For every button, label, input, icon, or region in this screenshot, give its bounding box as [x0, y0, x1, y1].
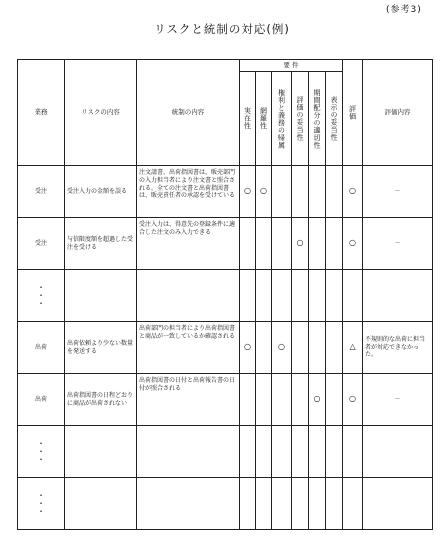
table-row: [18, 270, 433, 322]
cell-mark: [326, 270, 343, 322]
cell-mark: [256, 374, 272, 426]
header-risk: リスクの内容: [65, 60, 137, 166]
cell-mark: [309, 166, 326, 218]
cell-mark: [309, 322, 326, 374]
cell-mark: ○: [256, 166, 272, 218]
header-sub-text: 表示の妥当性: [330, 96, 339, 141]
cell-hyoka-content: 不規則的な出荷に担当者が対応できなかった。: [363, 322, 433, 374]
cell-mark: [326, 374, 343, 426]
header-yoken: 要 件: [240, 60, 343, 72]
cell-mark: [256, 270, 272, 322]
cell-mark: [256, 426, 272, 478]
header-sub-1: [240, 72, 256, 166]
table-row: [18, 478, 433, 530]
cell-hyoka: ○: [343, 166, 363, 218]
cell-mark: [326, 322, 343, 374]
header-sub-6: [326, 72, 343, 166]
cell-control: [137, 478, 240, 530]
cell-mark: [292, 166, 309, 218]
cell-hyoka: [343, 426, 363, 478]
cell-hyoka: [343, 270, 363, 322]
cell-hyoka-content: [363, 270, 433, 322]
risk-control-table: [17, 59, 433, 530]
cell-gyomu: 出荷: [18, 322, 65, 374]
cell-mark: [292, 322, 309, 374]
cell-mark: [292, 374, 309, 426]
cell-gyomu: 出荷: [18, 374, 65, 426]
cell-hyoka: [343, 478, 363, 530]
table-row: [18, 322, 433, 374]
cell-mark: [240, 426, 256, 478]
cell-mark: [309, 218, 326, 270]
cell-hyoka-content: [363, 478, 433, 530]
cell-mark: [326, 218, 343, 270]
cell-mark: [272, 478, 292, 530]
cell-mark: [309, 270, 326, 322]
cell-gyomu: ・ ・ ・: [18, 426, 65, 478]
cell-mark: [272, 166, 292, 218]
cell-control: 出荷部門の担当者により出荷指図書と商品が一致しているか確認される: [137, 322, 240, 374]
cell-gyomu: ・ ・ ・: [18, 478, 65, 530]
cell-mark: [292, 478, 309, 530]
cell-risk: 出荷依頼より少ない数量を発送する: [65, 322, 137, 374]
table-row: [18, 374, 433, 426]
header-sub-5: [309, 72, 326, 166]
cell-gyomu: 受注: [18, 218, 65, 270]
cell-mark: [292, 426, 309, 478]
cell-control: [137, 270, 240, 322]
cell-mark: [326, 426, 343, 478]
cell-control: [137, 426, 240, 478]
header-sub-3: [272, 72, 292, 166]
cell-mark: ○: [240, 166, 256, 218]
cell-risk: [65, 478, 137, 530]
cell-hyoka: △: [343, 322, 363, 374]
cell-mark: ○: [240, 322, 256, 374]
cell-hyoka: ○: [343, 374, 363, 426]
header-hyoka-text: 評価: [348, 105, 357, 120]
cell-hyoka-content: －: [363, 374, 433, 426]
cell-mark: [309, 478, 326, 530]
cell-risk: 受注入力の金額を誤る: [65, 166, 137, 218]
cell-mark: [240, 270, 256, 322]
header-sub-text: 網羅性: [259, 107, 268, 130]
cell-control: 注文請書、出荷指図書は、販売部門の入力担当者により注文書と照合される。全ての注文書と出荷指図書は、販売責任者の承認を受けている: [137, 166, 240, 218]
table-row: [18, 166, 433, 218]
cell-mark: [309, 426, 326, 478]
header-hyoka-content: 評価内容: [363, 60, 433, 166]
cell-mark: [240, 374, 256, 426]
cell-hyoka-content: [363, 426, 433, 478]
cell-mark: [272, 218, 292, 270]
cell-control: 出荷指図書の日付と出荷報告書の日付が照合される: [137, 374, 240, 426]
cell-mark: [272, 270, 292, 322]
table-row: [18, 218, 433, 270]
cell-mark: ○: [309, 374, 326, 426]
cell-hyoka: ○: [343, 218, 363, 270]
header-gyomu: 業務: [18, 60, 65, 166]
cell-risk: [65, 426, 137, 478]
cell-mark: ○: [272, 322, 292, 374]
cell-mark: [240, 478, 256, 530]
cell-control: 受注入力は、得意先の登録条件に適合した注文のみ入力できる: [137, 218, 240, 270]
cell-mark: ○: [292, 218, 309, 270]
cell-risk: 与信限度額を超過した受注を受ける: [65, 218, 137, 270]
header-sub-text: 実在性: [243, 107, 252, 130]
cell-hyoka-content: －: [363, 218, 433, 270]
header-control: 統制の内容: [137, 60, 240, 166]
header-sub-text: 期間配分の適切性: [313, 88, 322, 149]
header-sub-2: [256, 72, 272, 166]
cell-mark: [256, 322, 272, 374]
cell-mark: [240, 218, 256, 270]
header-sub-4: [292, 72, 309, 166]
cell-mark: [272, 374, 292, 426]
cell-mark: [256, 478, 272, 530]
cell-mark: [256, 218, 272, 270]
reference-label: (参考3): [386, 5, 422, 15]
cell-risk: [65, 270, 137, 322]
cell-mark: [326, 478, 343, 530]
header-sub-text: 評価の妥当性: [296, 96, 305, 141]
cell-mark: [292, 270, 309, 322]
cell-hyoka-content: －: [363, 166, 433, 218]
cell-gyomu: 受注: [18, 166, 65, 218]
cell-mark: [272, 426, 292, 478]
cell-gyomu: ・ ・ ・: [18, 270, 65, 322]
header-sub-text: 権利と義務の帰属: [277, 88, 286, 149]
table-row: [18, 426, 433, 478]
cell-risk: 出荷指図書の日程どおりに商品が出荷されない: [65, 374, 137, 426]
header-hyoka: [343, 60, 363, 166]
page-title: リスクと統制の対応(例): [154, 22, 290, 36]
cell-mark: [326, 166, 343, 218]
